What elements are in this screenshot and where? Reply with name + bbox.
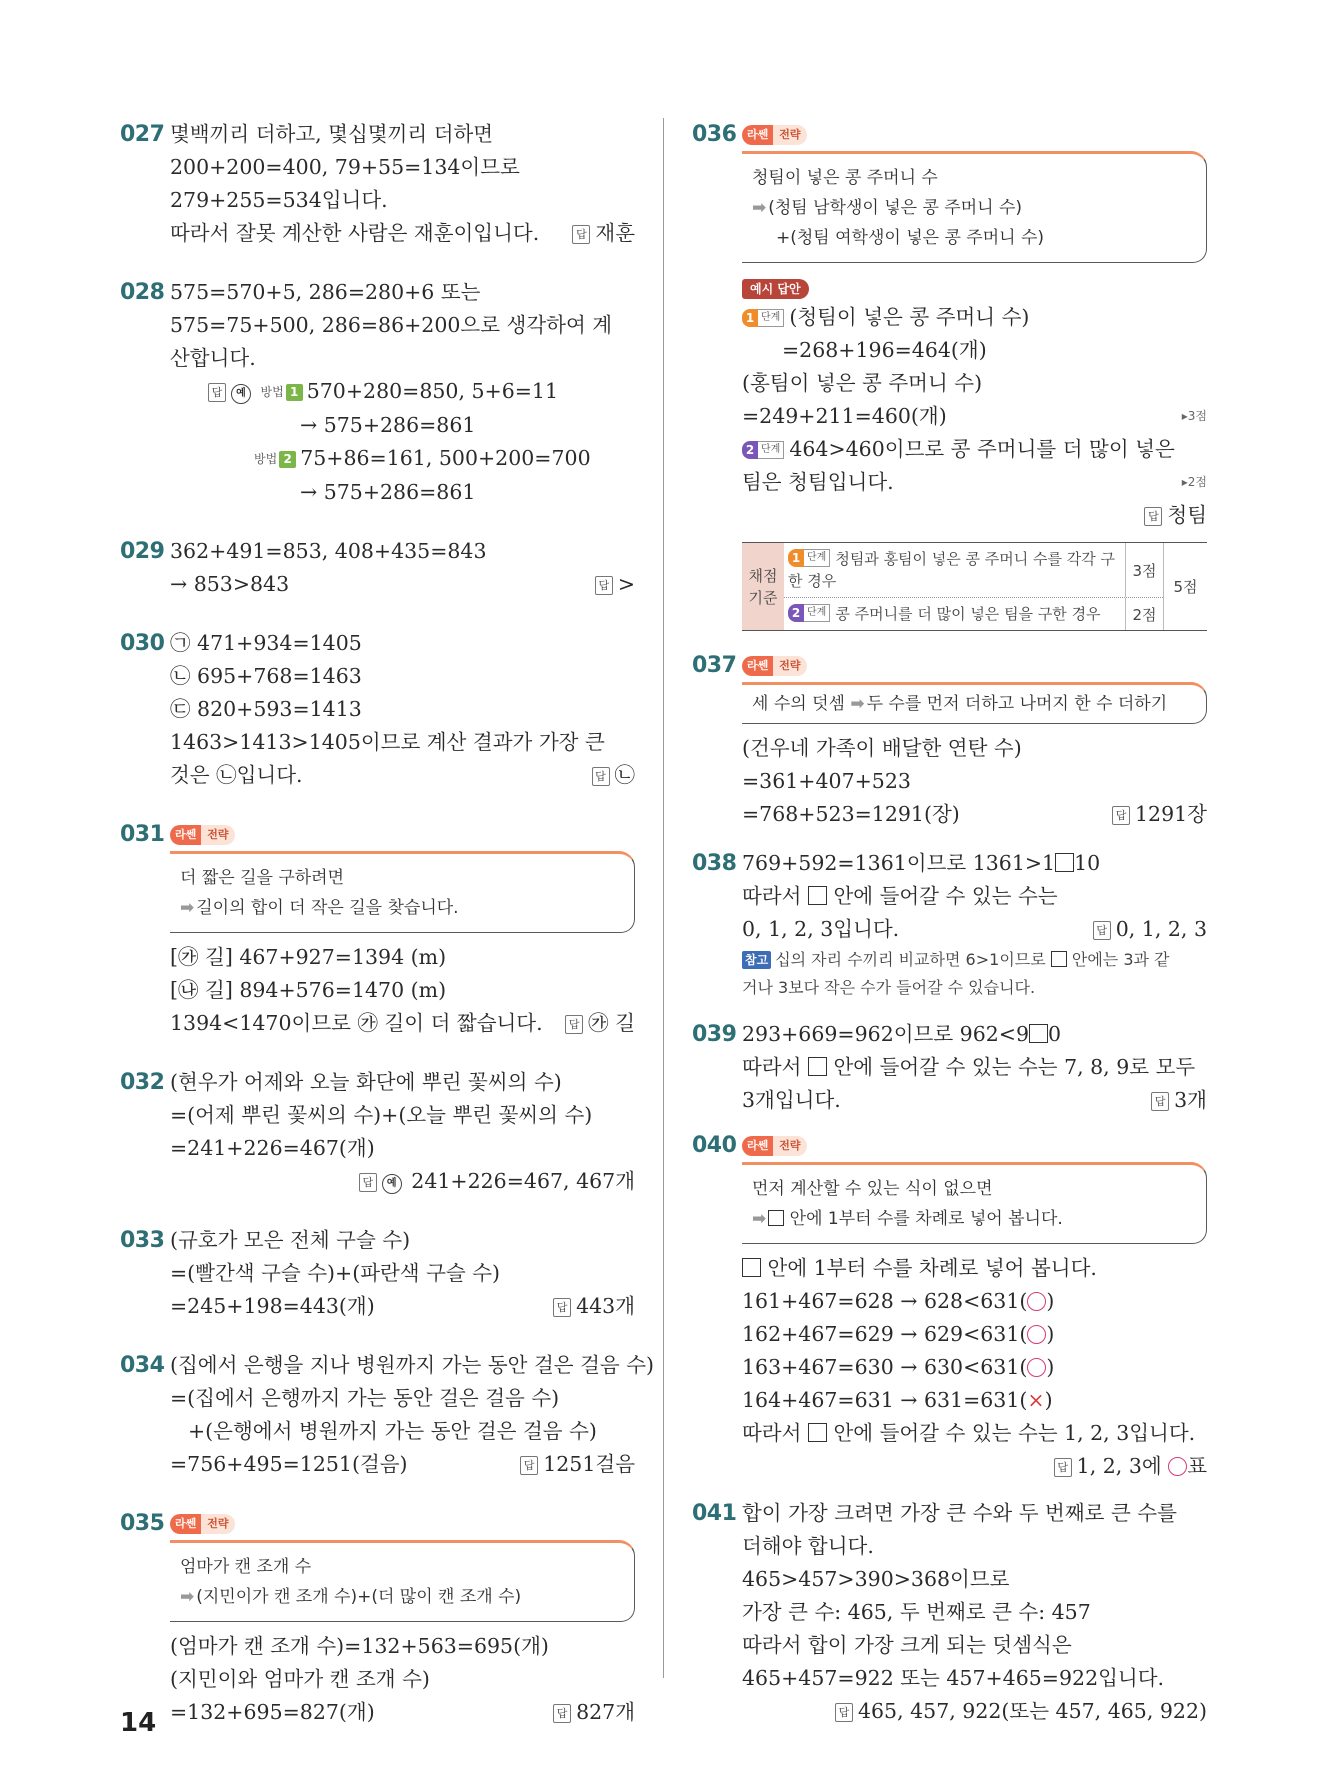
answer-mark: 답 <box>1112 806 1130 825</box>
method-word: 방법 <box>254 452 278 466</box>
text-line: =361+407+523 <box>742 769 911 793</box>
text-span: 따라서 잘못 계산한 사람은 재훈이입니다. <box>170 221 540 245</box>
text-span: 안에는 3과 같 <box>1066 950 1170 969</box>
method-label <box>254 443 300 476</box>
strategy-line <box>180 893 620 923</box>
answer-mark: 답 <box>520 1456 538 1475</box>
step-word: 단계 <box>758 309 784 327</box>
problem-number: 027 <box>120 122 165 147</box>
grading-table <box>742 542 1207 631</box>
method-2-line <box>170 442 635 476</box>
problem-number: 036 <box>692 122 737 147</box>
answer-text: 1, 2, 3에 <box>1076 1454 1169 1478</box>
example-mark: 예 <box>231 384 251 404</box>
circle-mark-icon <box>1027 1292 1046 1311</box>
text-line: =(집에서 은행까지 가는 동안 걸은 걸음 수) <box>170 1386 560 1410</box>
answer-mark: 답 <box>592 767 610 786</box>
cross-mark-icon: × <box>1027 1388 1045 1412</box>
blank-box <box>808 886 827 905</box>
text-span: 길이의 합이 더 작은 길을 찾습니다. <box>196 898 459 918</box>
tag-brand: 라쎈 <box>742 656 773 676</box>
text-span: 입니다. <box>236 763 303 787</box>
text-span: ) <box>1046 1355 1055 1379</box>
problem-034 <box>120 1349 654 1481</box>
text-line <box>170 1696 635 1729</box>
text-line: 몇백끼리 더하고, 몇십몇끼리 더하면 <box>170 122 494 146</box>
problem-number: 030 <box>120 631 165 656</box>
problem-030 <box>120 627 635 792</box>
answer-mark: 답 <box>359 1173 377 1192</box>
problem-number: 034 <box>120 1353 165 1378</box>
step-number: 2 <box>788 604 804 622</box>
text-span: 십의 자리 수끼리 비교하면 6>1이므로 <box>775 950 1051 969</box>
grading-label-line: 기준 <box>748 588 778 607</box>
points-label: ▸3점 <box>1181 409 1207 423</box>
answer <box>595 568 635 601</box>
answer-text: 표 <box>1187 1454 1207 1478</box>
method-number: 1 <box>286 384 303 401</box>
answer-text: ㉮ 길 <box>588 1011 635 1035</box>
answer <box>553 1696 635 1729</box>
step-number: 1 <box>742 309 758 327</box>
text-span: 464>460이므로 콩 주머니를 더 많이 넣은 <box>789 437 1175 461</box>
problem-036 <box>692 118 1207 631</box>
text-span: 163+467=630 → 630<631( <box>742 1355 1028 1379</box>
text-line: 465>457>390>368이므로 <box>742 1567 1010 1591</box>
text-line: 362+491=853, 408+435=843 <box>170 539 487 563</box>
problem-037 <box>692 649 1207 831</box>
answer <box>520 1448 635 1481</box>
answer <box>1093 913 1207 946</box>
problem-number: 033 <box>120 1228 165 1253</box>
answer-text: > <box>617 572 635 596</box>
circle-mark-icon <box>1027 1325 1046 1344</box>
text-span: 따라서 <box>742 1421 808 1445</box>
trial-row <box>742 1384 1207 1417</box>
text-line <box>170 1007 635 1040</box>
problem-031 <box>120 818 635 1040</box>
trial-row <box>742 1351 1207 1384</box>
tag-brand: 라쎈 <box>170 825 201 845</box>
text-span: 안에 1부터 수를 차례로 넣어 봅니다. <box>761 1256 1097 1280</box>
trial-row <box>742 1285 1207 1318</box>
blank-box <box>808 1057 827 1076</box>
tag-strategy: 전략 <box>773 656 806 676</box>
text-line <box>742 847 1207 880</box>
strategy-line <box>180 1582 620 1612</box>
strategy-tag <box>170 824 235 845</box>
text-span: 471+934=1405 <box>197 631 362 655</box>
text-span: 10 <box>1074 851 1101 875</box>
text-line: 합이 가장 크려면 가장 큰 수와 두 번째로 큰 수를 <box>742 1501 1177 1525</box>
grading-label <box>742 543 784 630</box>
text-line: =(빨간색 구슬 수)+(파란색 구슬 수) <box>170 1261 501 1285</box>
grading-desc <box>784 598 1125 630</box>
strategy-line <box>752 193 1192 223</box>
tag-strategy: 전략 <box>773 125 806 145</box>
text-span: 콩 주머니를 더 많이 넣은 팀을 구한 경우 <box>835 605 1101 623</box>
answer <box>742 499 1207 532</box>
arrow-icon: ➡ <box>752 1209 767 1229</box>
arrow-icon: ➡ <box>850 694 865 714</box>
grading-points: 2점 <box>1125 598 1163 630</box>
problem-029 <box>120 535 635 601</box>
problem-number: 029 <box>120 539 165 564</box>
text-line: (엄마가 캔 조개 수)=132+563=695(개) <box>170 1634 549 1658</box>
text-span: 162+467=629 → 629<631( <box>742 1322 1028 1346</box>
problem-number: 038 <box>692 851 737 876</box>
text-line: =241+226=467(개) <box>170 1136 375 1160</box>
answer-mark: 답 <box>208 383 226 402</box>
problem-number: 035 <box>120 1511 165 1536</box>
circled-label: ㉢ <box>170 697 191 721</box>
step-1-line <box>742 301 1207 334</box>
text-span: 안에 들어갈 수 있는 수는 <box>826 884 1058 908</box>
answer-mark: 답 <box>553 1298 571 1317</box>
problem-number: 041 <box>692 1501 737 1526</box>
text-line <box>742 913 1207 946</box>
column-divider <box>663 118 664 1678</box>
strategy-line: 청팀이 넣은 콩 주머니 수 <box>752 168 938 188</box>
answer-text: 443개 <box>576 1294 635 1318</box>
text-span: 0 <box>1048 1022 1062 1046</box>
text-span: 769+592=1361이므로 1361>1 <box>742 851 1056 875</box>
answer-mark: 답 <box>572 225 590 244</box>
text-line <box>170 759 635 792</box>
text-span: 안에 들어갈 수 있는 수는 1, 2, 3입니다. <box>826 1421 1196 1445</box>
answer <box>742 1450 1207 1483</box>
arrow-icon: ➡ <box>180 898 195 918</box>
text-line: =268+196=464(개) <box>782 338 987 362</box>
method-1-line <box>170 375 635 409</box>
answer-mark: 답 <box>1054 1458 1072 1477</box>
example-answer-badge: 예시 답안 <box>742 279 809 299</box>
text-line: 1463>1413>1405이므로 계산 결과가 가장 큰 <box>170 730 605 754</box>
blank-box <box>1029 1024 1048 1043</box>
text-line <box>170 1448 635 1481</box>
strategy-box <box>170 1540 635 1622</box>
method-word: 방법 <box>260 385 284 399</box>
text-span: 안에 1부터 수를 차례로 넣어 봅니다. <box>784 1209 1063 1229</box>
text-line: 465+457=922 또는 457+465=922입니다. <box>742 1666 1165 1690</box>
method-text: 75+86=161, 500+200=700 <box>300 446 591 470</box>
text-span: 세 수의 덧셈 <box>752 694 845 714</box>
grading-total: 5점 <box>1163 543 1207 630</box>
text-span: (청팀 남학생이 넣은 콩 주머니 수) <box>768 198 1023 218</box>
tag-strategy: 전략 <box>773 1136 806 1156</box>
text-span: =245+198=443(개) <box>170 1294 375 1318</box>
answer-mark: 답 <box>1144 507 1162 526</box>
strategy-line: 더 짧은 길을 구하려면 <box>180 868 345 888</box>
text-line <box>742 1417 1207 1450</box>
answer-text: ㉡ <box>614 763 635 787</box>
problem-035 <box>120 1507 635 1729</box>
text-span: 따라서 <box>742 884 808 908</box>
note-line <box>742 946 1207 974</box>
answer <box>572 217 635 250</box>
text-line <box>742 798 1207 831</box>
answer-text: 재훈 <box>595 221 635 245</box>
strategy-tag <box>742 1135 807 1156</box>
arrow-icon: ➡ <box>180 1587 195 1607</box>
text-span: 청팀과 홍팀이 넣은 콩 주머니 수를 각각 구한 경우 <box>788 550 1116 590</box>
grading-points: 3점 <box>1125 543 1163 597</box>
answer-text: 0, 1, 2, 3 <box>1115 917 1207 941</box>
problem-028 <box>120 276 635 509</box>
step-badge <box>788 604 830 622</box>
text-line: [㉮ 길] 467+927=1394 (m) <box>170 945 447 969</box>
text-span: =768+523=1291(장) <box>742 802 960 826</box>
text-line: (건우네 가족이 배달한 연탄 수) <box>742 736 1022 760</box>
circled-label: ㉠ <box>170 631 191 655</box>
answer-mark: 답 <box>1151 1092 1169 1111</box>
problem-032 <box>120 1066 635 1198</box>
text-line: 더해야 합니다. <box>742 1534 874 1558</box>
text-line: 가장 큰 수: 465, 두 번째로 큰 수: 457 <box>742 1600 1091 1624</box>
answer <box>170 1165 635 1198</box>
text-line <box>742 400 1207 433</box>
text-line: (규호가 모은 전체 구슬 수) <box>170 1228 411 1252</box>
answer <box>1151 1084 1207 1117</box>
answer-mark: 답 <box>835 1703 853 1722</box>
text-span: 팀은 청팀입니다. <box>742 470 894 494</box>
text-line <box>170 217 635 250</box>
answer-text: 465, 457, 922(또는 457, 465, 922) <box>857 1699 1207 1723</box>
text-span: 안에 들어갈 수 있는 수는 7, 8, 9로 모두 <box>826 1055 1196 1079</box>
step-word: 단계 <box>804 549 830 567</box>
problem-number: 040 <box>692 1133 737 1158</box>
problem-041 <box>692 1497 1207 1728</box>
problem-040 <box>692 1129 1207 1483</box>
text-line: 따라서 합이 가장 크게 되는 덧셈식은 <box>742 1633 1072 1657</box>
tag-brand: 라쎈 <box>742 1136 773 1156</box>
problem-number: 037 <box>692 653 737 678</box>
answer-mark: 답 <box>553 1704 571 1723</box>
answer-text: 1251걸음 <box>543 1452 635 1476</box>
text-span: 3개입니다. <box>742 1088 841 1112</box>
text-span: =249+211=460(개) <box>742 404 947 428</box>
text-line: =(어제 뿌린 꽃씨의 수)+(오늘 뿌린 꽃씨의 수) <box>170 1103 593 1127</box>
left-column <box>120 118 654 1755</box>
answer-text: 3개 <box>1174 1088 1207 1112</box>
strategy-tag <box>742 655 807 676</box>
problem-number: 031 <box>120 822 165 847</box>
trial-row <box>742 1318 1207 1351</box>
text-line <box>742 1051 1207 1084</box>
text-line: (집에서 은행을 지나 병원까지 가는 동안 걸은 걸음 수) <box>170 1353 654 1377</box>
strategy-box <box>742 151 1207 263</box>
text-span: 0, 1, 2, 3입니다. <box>742 917 900 941</box>
grading-rows <box>784 543 1163 630</box>
arrow-icon: ➡ <box>752 198 767 218</box>
circle-mark-icon <box>1168 1457 1187 1476</box>
method-2-result: → 575+286=861 <box>300 480 476 504</box>
tag-brand: 라쎈 <box>170 1514 201 1534</box>
text-span: (지민이가 캔 조개 수)+(더 많이 캔 조개 수) <box>196 1587 522 1607</box>
text-line: 279+255=534입니다. <box>170 188 388 212</box>
strategy-box <box>742 1162 1207 1244</box>
circled-label: ㉡ <box>216 763 237 787</box>
text-span: → 853>843 <box>170 572 290 596</box>
text-span: 164+467=631 → 631=631( <box>742 1388 1028 1412</box>
text-line <box>742 1018 1207 1051</box>
text-line <box>170 568 635 601</box>
blank-box <box>1055 853 1074 872</box>
text-line: (현우가 어제와 오늘 화단에 뿌린 꽃씨의 수) <box>170 1070 562 1094</box>
answer-mark: 답 <box>565 1015 583 1034</box>
grading-desc <box>784 543 1125 597</box>
text-line: 575=75+500, 286=86+200으로 생각하여 계 <box>170 313 613 337</box>
problem-number: 028 <box>120 280 165 305</box>
text-span: 293+669=962이므로 962<9 <box>742 1022 1030 1046</box>
text-line <box>170 627 635 660</box>
text-span: ) <box>1046 1289 1055 1313</box>
grading-row <box>784 598 1163 630</box>
tag-brand: 라쎈 <box>742 125 773 145</box>
circle-mark-icon <box>1027 1358 1046 1377</box>
tag-strategy: 전략 <box>201 1514 234 1534</box>
text-span: 것은 <box>170 763 217 787</box>
problem-033 <box>120 1224 635 1323</box>
text-line: +(은행에서 병원까지 가는 동안 걸은 걸음 수) <box>188 1419 597 1443</box>
text-line <box>170 660 635 693</box>
text-span: 161+467=628 → 628<631( <box>742 1289 1028 1313</box>
blank-box <box>768 1210 784 1226</box>
text-span: ) <box>1044 1388 1053 1412</box>
step-2-line <box>742 433 1207 466</box>
strategy-tag <box>742 124 807 145</box>
circled-label: ㉡ <box>170 664 191 688</box>
strategy-box <box>170 851 635 933</box>
text-span: 두 수를 먼저 더하고 나머지 한 수 더하기 <box>866 694 1168 714</box>
problem-038 <box>692 847 1207 1002</box>
text-line: 200+200=400, 79+55=134이므로 <box>170 155 520 179</box>
answer-mark: 답 <box>1093 921 1111 940</box>
example-mark: 예 <box>382 1174 402 1194</box>
step-word: 단계 <box>758 441 784 459</box>
text-line: (지민이와 엄마가 캔 조개 수) <box>170 1667 430 1691</box>
text-line <box>742 1252 1207 1285</box>
strategy-line: 먼저 계산할 수 있는 식이 없으면 <box>752 1179 993 1199</box>
strategy-line <box>752 1204 1192 1234</box>
strategy-tag <box>170 1513 235 1534</box>
text-line: [㉯ 길] 894+576=1470 (m) <box>170 978 447 1002</box>
strategy-box <box>742 682 1207 724</box>
page-number: 14 <box>120 1708 157 1738</box>
answer <box>742 1695 1207 1728</box>
text-span: 820+593=1413 <box>197 697 362 721</box>
text-span: 1394<1470이므로 ㉮ 길이 더 짧습니다. <box>170 1011 543 1035</box>
problem-027 <box>120 118 635 250</box>
text-span: 695+768=1463 <box>197 664 362 688</box>
blank-box <box>742 1258 761 1277</box>
answer <box>553 1290 635 1323</box>
text-span: =132+695=827(개) <box>170 1700 375 1724</box>
text-span: ) <box>1046 1322 1055 1346</box>
text-span: 따라서 <box>742 1055 808 1079</box>
answer-text: 1291장 <box>1135 802 1207 826</box>
method-label <box>261 376 307 409</box>
strategy-line <box>752 689 1196 719</box>
text-line: 575=570+5, 286=280+6 또는 <box>170 280 481 304</box>
method-1-result: → 575+286=861 <box>300 413 476 437</box>
step-number: 2 <box>742 441 758 459</box>
text-span: (청팀이 넣은 콩 주머니 수) <box>789 305 1030 329</box>
blank-box <box>1051 951 1067 967</box>
answer <box>565 1007 635 1040</box>
method-text: 570+280=850, 5+6=11 <box>306 379 559 403</box>
grading-row <box>784 543 1163 598</box>
answer-text: 청팀 <box>1167 503 1207 527</box>
note-badge: 참고 <box>742 951 771 969</box>
problem-number: 032 <box>120 1070 165 1095</box>
strategy-line: 엄마가 캔 조개 수 <box>180 1557 312 1577</box>
answer <box>592 759 636 792</box>
answer-text: 827개 <box>576 1700 635 1724</box>
step-badge <box>742 441 784 459</box>
text-line <box>742 880 1207 913</box>
text-line <box>742 466 1207 499</box>
right-column <box>692 118 1207 1754</box>
step-word: 단계 <box>804 604 830 622</box>
step-badge <box>788 549 830 567</box>
text-line <box>170 1290 635 1323</box>
answer-mark: 답 <box>595 576 613 595</box>
text-line <box>170 693 635 726</box>
note-line: 거나 3보다 작은 수가 들어갈 수 있습니다. <box>742 978 1036 997</box>
text-span: =756+495=1251(걸음) <box>170 1452 408 1476</box>
method-number: 2 <box>279 451 296 468</box>
tag-strategy: 전략 <box>201 825 234 845</box>
problem-number: 039 <box>692 1022 737 1047</box>
text-line <box>742 1084 1207 1117</box>
points-label: ▸2점 <box>1181 475 1207 489</box>
answer-text: 241+226=467, 467개 <box>411 1169 635 1193</box>
grading-label-line: 채점 <box>748 566 778 585</box>
step-badge <box>742 309 784 327</box>
answer <box>1112 798 1207 831</box>
text-line: 산합니다. <box>170 346 256 370</box>
strategy-line: +(청팀 여학생이 넣은 콩 주머니 수) <box>776 228 1045 248</box>
step-number: 1 <box>788 549 804 567</box>
text-line: (홍팀이 넣은 콩 주머니 수) <box>742 371 983 395</box>
problem-039 <box>692 1018 1207 1117</box>
blank-box <box>808 1423 827 1442</box>
